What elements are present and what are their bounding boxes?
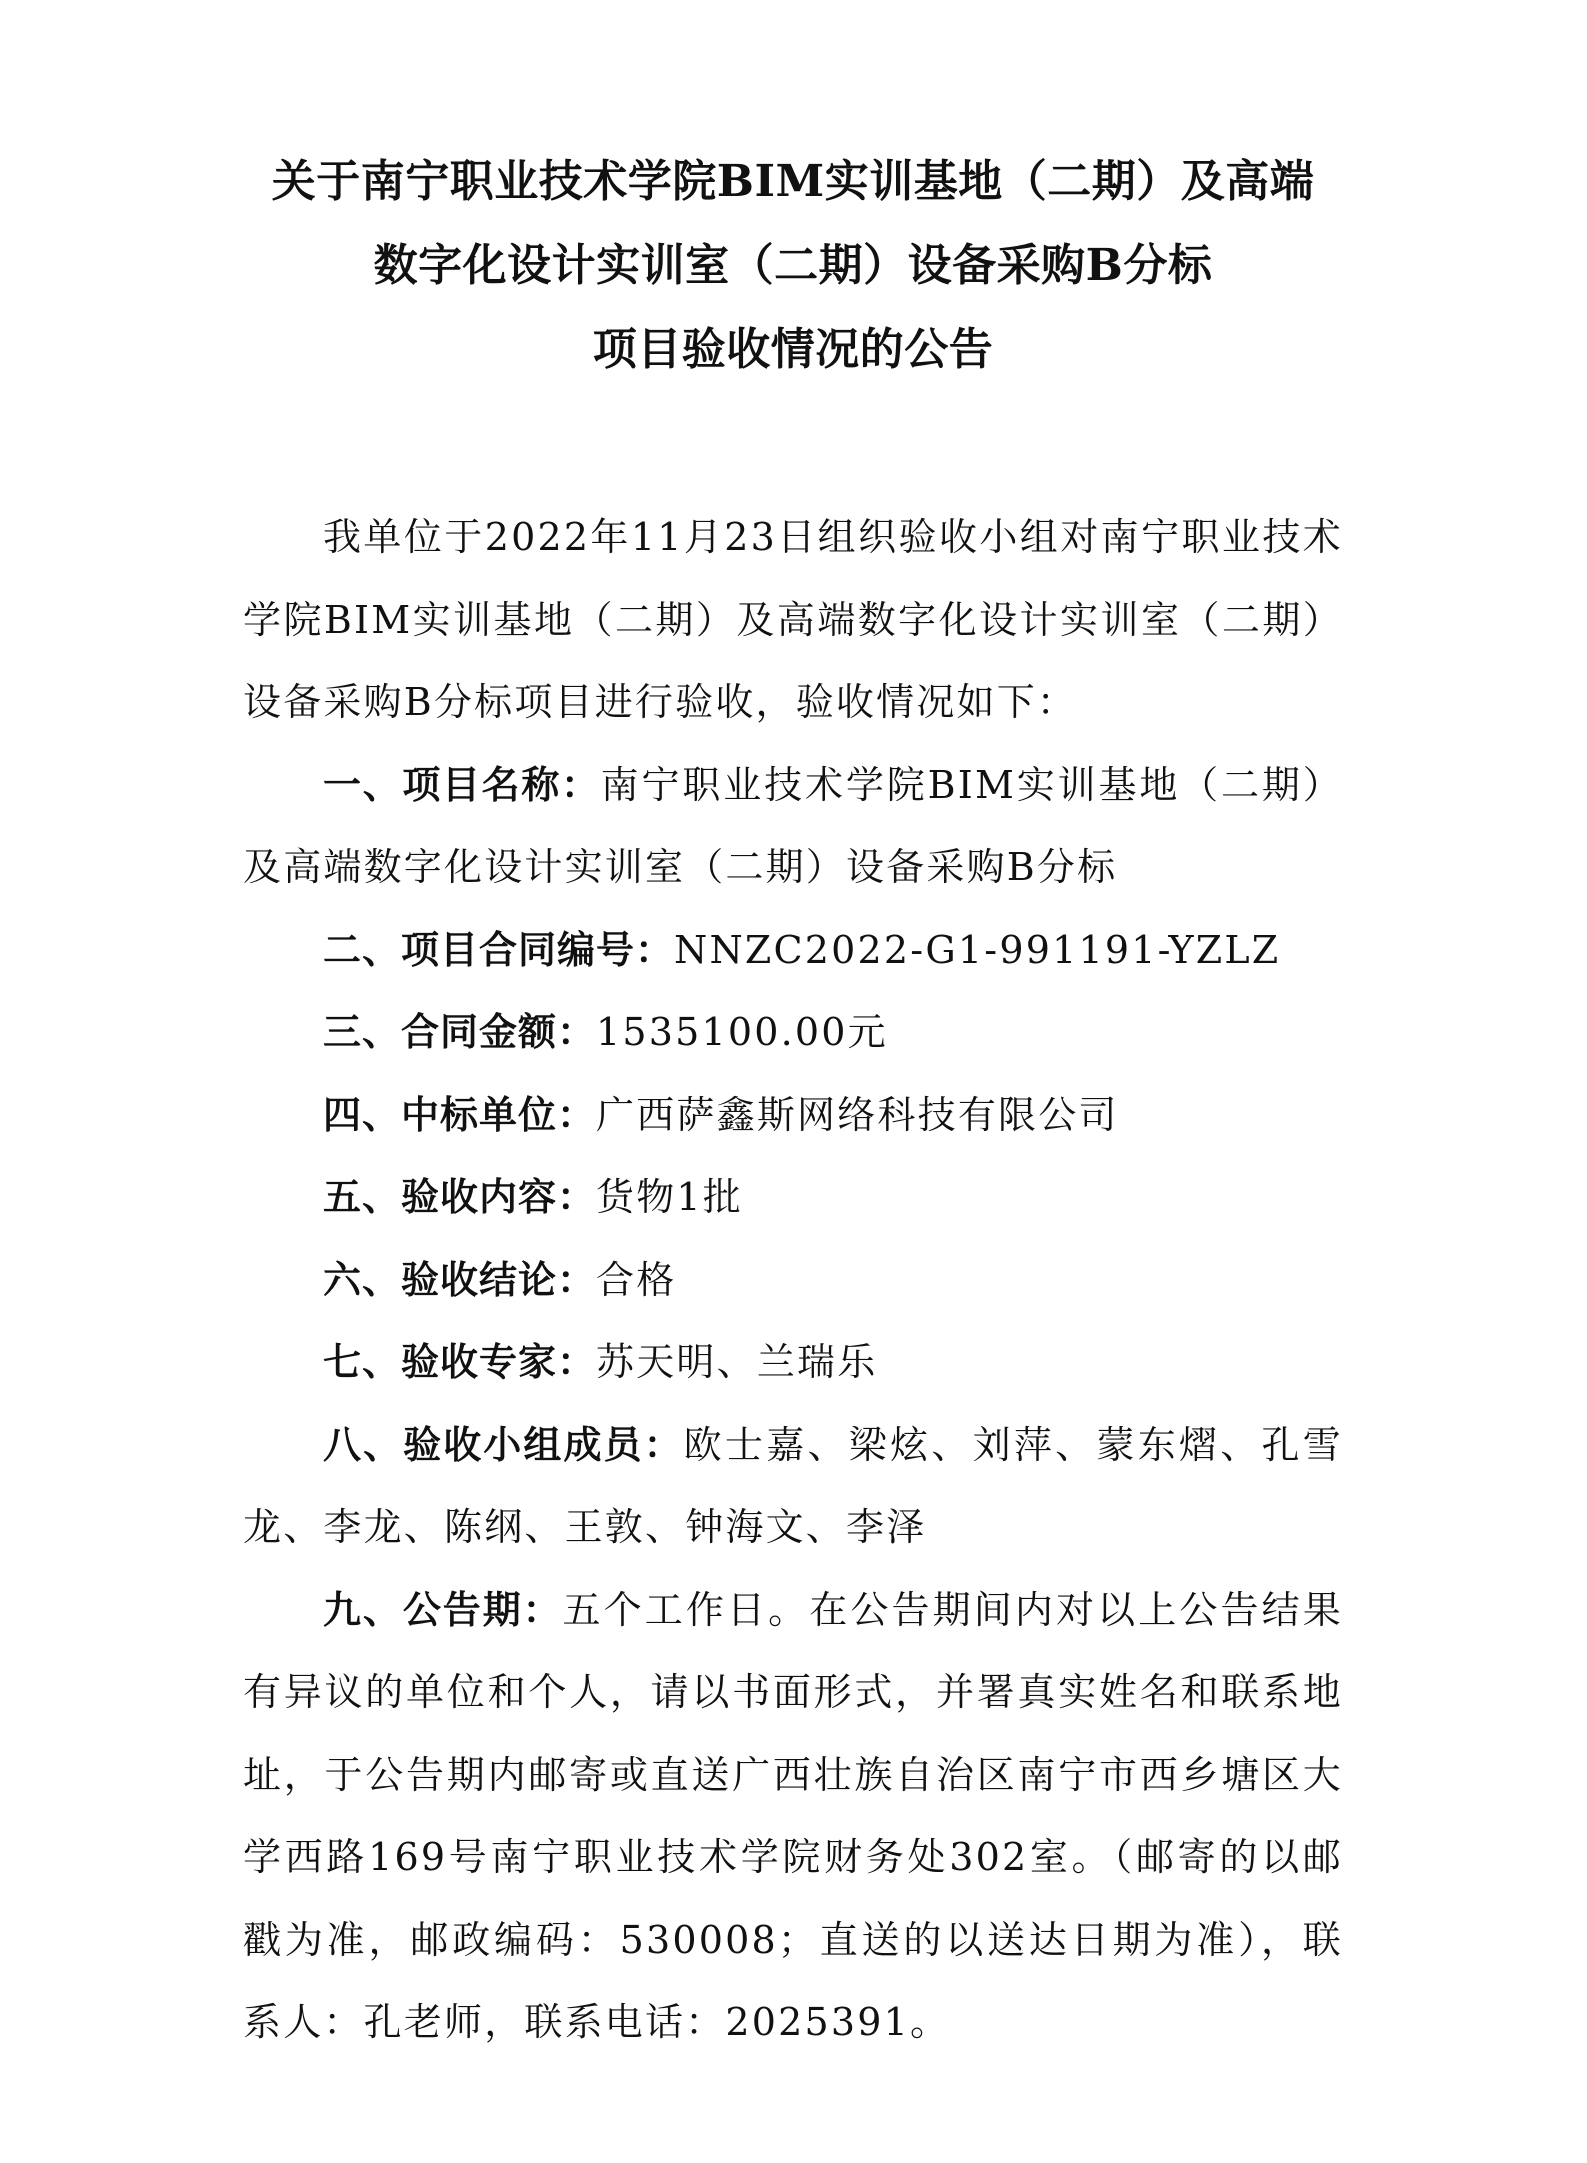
- item-label: 八、验收小组成员：: [323, 1422, 684, 1467]
- item-contract-amount: [243, 991, 1343, 1074]
- item-value: 货物1批: [596, 1175, 743, 1219]
- item-value: 五个工作日。在公告期间内对以上公告结果有异议的单位和个人，请以书面形式，并署真实姓名和联系地址，于公告期内邮寄或直送广西壮族自治区南宁市西乡塘区大学西路169号南宁职业技术学院财务处302室。（邮寄的以邮戳为准，邮政编码：530008；直送的以送达日期为准），联系人：孔老师，联系电话：2025391。: [243, 1587, 1343, 2044]
- title-line-1: 关于南宁职业技术学院BIM实训基地（二期）及高端: [271, 156, 1315, 207]
- item-label: 二、项目合同编号：: [323, 927, 675, 972]
- item-label: 一、项目名称：: [323, 762, 601, 807]
- item-value: 苏天明、兰瑞乐: [596, 1340, 878, 1384]
- document-page: [243, 140, 1343, 2064]
- document-body: [243, 496, 1343, 2064]
- item-acceptance-content: [243, 1156, 1343, 1239]
- item-label: 五、验收内容：: [323, 1175, 597, 1219]
- item-announcement-period: [243, 1569, 1343, 2064]
- item-project-name: [243, 744, 1343, 909]
- item-label: 三、合同金额：: [323, 1010, 597, 1054]
- item-label: 九、公告期：: [323, 1587, 563, 1632]
- item-label: 六、验收结论：: [323, 1257, 597, 1302]
- item-acceptance-members: [243, 1404, 1343, 1569]
- item-value: 合格: [596, 1257, 677, 1302]
- item-value: 南宁职业技术学院BIM实训基地（二期）及高端数字化设计实训室（二期）设备采购B分标: [243, 762, 1343, 889]
- title-line-3: 项目验收情况的公告: [592, 324, 994, 375]
- item-value: 1535100.00元: [596, 1010, 888, 1054]
- item-contract-number: [243, 909, 1343, 992]
- item-value: 欧士嘉、梁炫、刘萍、蒙东熠、孔雪龙、李龙、陈纲、王敦、钟海文、李泽: [243, 1422, 1343, 1549]
- item-acceptance-conclusion: [243, 1239, 1343, 1322]
- item-label: 七、验收专家：: [323, 1340, 597, 1384]
- intro-paragraph: 我单位于2022年11月23日组织验收小组对南宁职业技术学院BIM实训基地（二期）及高端数字化设计实训室（二期）设备采购B分标项目进行验收，验收情况如下：: [243, 515, 1343, 724]
- item-label: 四、中标单位：: [323, 1092, 597, 1137]
- item-value: NNZC2022-G1-991191-YZLZ: [674, 927, 1281, 972]
- title-line-2: 数字化设计实训室（二期）设备采购B分标: [373, 240, 1213, 291]
- item-winning-bidder: [243, 1074, 1343, 1157]
- item-acceptance-experts: [243, 1321, 1343, 1404]
- item-value: 广西萨鑫斯网络科技有限公司: [596, 1092, 1119, 1137]
- document-title: [243, 140, 1343, 392]
